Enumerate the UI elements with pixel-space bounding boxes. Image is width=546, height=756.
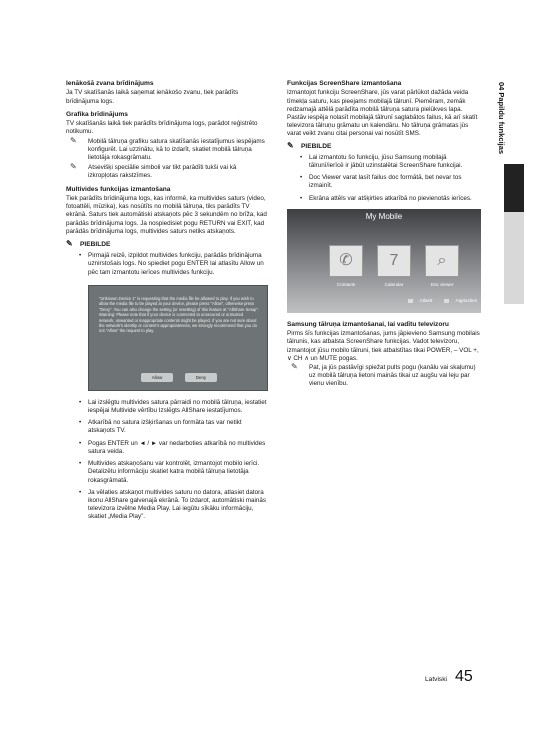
multimedia-note-list bbox=[66, 252, 268, 277]
control-heading: Samsung tālruņa izmantošanai, lai vadītu televizoru bbox=[287, 320, 449, 328]
multimedia-bullets bbox=[66, 399, 268, 522]
select-hint bbox=[403, 297, 433, 305]
doc-viewer-tile bbox=[425, 245, 459, 277]
dialog-deny-button: Deny bbox=[185, 373, 217, 382]
screenshare-note-head bbox=[287, 140, 482, 151]
phone-icon: ✆ bbox=[339, 251, 353, 269]
allow-dialog-screenshot bbox=[88, 285, 268, 391]
list-item: • Pogas ENTER un ◄ / ► var nedarboties atkarībā no multivides satura veida. bbox=[88, 440, 268, 456]
screenshare-text: Izmantojot funkciju ScreenShare, jūs varat pārlūkot dažāda veida tīmekļa saturu, kas pieejams mobilajā tālrunī. Piemēram, zemāk redzamajā attēlā parādīta mobilā tālruņa satura pielūkves lapa. Pastāv iespēja nolasīt mobilajā tālrunī saglabātos failus, kā arī skatīt televizora tālruņu grāmatu un kalendāru. No tālruņa grāmatas jūs varat veikt zvanu citai personai vai nosūtīt SMS. bbox=[287, 89, 478, 138]
note-pen-icon: ✎ bbox=[291, 362, 298, 372]
graphic-heading: Grafika brīdinājums bbox=[66, 110, 128, 118]
side-tab-bar bbox=[504, 212, 524, 304]
dialog-allow-button: Allow bbox=[141, 373, 173, 382]
list-item: • Doc Viewer varat lasīt failus doc formātā, bet nevar tos izmainīt. bbox=[309, 174, 482, 190]
dialog-text: "Unknown Device 1" is requesting that the media file be allowed to play. If you wish to allow the media file to be played at your device, please press "Allow", otherwise press "Deny". You can also change the setting (or resetting) of this feature at "AllShare Setup". Warning: Please note that if your device is connected to unsecured or untrusted network, unwanted or inappropriate contents might be played. If you are not sure about the network's identity or content's appropriateness, we strongly recommend that you do not "Allow" the request to play. bbox=[99, 295, 259, 334]
my-mobile-title: My Mobile bbox=[365, 211, 403, 221]
calendar-icon: 7 bbox=[389, 251, 399, 269]
right-column bbox=[287, 80, 482, 391]
list-item: • Lai izslēgtu multivides satura pārraidi no mobilā tālruņa, iestatiet iespējai Multivide vērtību Izslēgts AllShare iestatījumos. bbox=[88, 399, 268, 415]
note-head-label: PIEBILDE bbox=[301, 142, 332, 150]
footer-language: Latviski bbox=[425, 676, 447, 683]
multimedia-note-head bbox=[66, 241, 268, 249]
list-item: • Multivides atskaņošanu var kontrolēt, izmantojot mobilo ierīci. Detalizētu informāciju skatiet katra mobilā tālruņa lietotāja rokasgrāmatā. bbox=[88, 460, 268, 485]
magnifier-icon: ⌕ bbox=[437, 251, 447, 269]
list-item: • Atkarībā no satura izšķiršanas un formāta tas var netikt atskaņots TV. bbox=[88, 419, 268, 435]
note-head-label: PIEBILDE bbox=[80, 241, 111, 249]
multimedia-text: Tiek parādīts brīdinājuma logs, kas informē, ka multivides saturs (video, fotoattēli, mūzika), kas nosūtīts no mobilā tālruņa, tiks parādīts TV ekrānā. Saturs tiek automātiski atskaņots pēc 3 sekundēm no brīža, kad parādās brīdinājuma logs. Ja nospiedisiet pogu RETURN vai EXIT, kad parādās brīdinājuma logs, multivides saturs netiks atskaņots. bbox=[66, 195, 267, 235]
screenshare-heading: Funkcijas ScreenShare izmantošana bbox=[287, 80, 402, 87]
side-tab-label: 04 Papildu funkcijas bbox=[497, 82, 506, 155]
doorbell-heading: Ienākošā zvana brīdinājums bbox=[66, 80, 154, 87]
page-number: 45 bbox=[455, 668, 473, 685]
graphic-note-2 bbox=[66, 164, 268, 180]
calendar-label: Calendar bbox=[384, 281, 404, 287]
list-item: • Ja vēlaties atskaņot multivides saturu no datora, atlasiet datora ikonu AllShare galvenajā ekrānā. To izdarot, automātiski mainās televizora izvēlne Media Play. Lai iegūtu sīkāku informāciju, skatiet „Media Play”. bbox=[88, 489, 268, 522]
return-hint-label: Atgriezties bbox=[455, 297, 477, 303]
select-hint-label: Atlasīt bbox=[419, 297, 433, 303]
graphic-note-2-text: Atsevišķi speciālie simboli var tikt parādīti tukši vai kā izkropļotas rakstzīmes. bbox=[88, 164, 237, 180]
calendar-tile bbox=[377, 245, 411, 277]
note-pen-icon: ✎ bbox=[70, 135, 77, 145]
return-icon bbox=[444, 299, 449, 303]
list-item: • Pirmajā reizē, izpildot multivides funkciju, parādās brīdinājuma uznirstošais logs. No spiediet pogu ENTER lai atlasītu Allow un pēc tam izmantotu ierīces multivides funkciju. bbox=[88, 252, 268, 277]
my-mobile-screenshot bbox=[287, 209, 481, 313]
contacts-label: Contacts bbox=[336, 281, 356, 287]
multimedia-heading: Multivides funkcijas izmantošana bbox=[66, 185, 171, 193]
doorbell-text: Ja TV skatīšanās laikā saņemat ienākošo zvanu, tiek parādīts brīdinājuma logs. bbox=[66, 89, 239, 105]
graphic-note-1-text: Mobilā tālruņa grafiku satura skatīšanās iestatījumus iespējams konfigurēt. Lai uzzinātu, kā to izdarīt, skatiet mobilā tālruņa lietotāja rokasgrāmatu. bbox=[88, 137, 265, 162]
left-column bbox=[66, 80, 268, 526]
control-text: Pirms šīs funkcijas izmantošanas, jums jāpievieno Samsung mobilais tālrunis, kas atbalsta ScreenShare funkcijas. Vadot televizoru, izmantojot jūsu mobilo tālruni, tiek atbalstītas tikai POWER, – VOL +, ∨ CH ∧ un MUTE pogas. bbox=[287, 330, 480, 362]
contacts-tile bbox=[329, 245, 363, 277]
note-pen-icon: ✎ bbox=[70, 162, 77, 172]
control-note-text: Pat, ja jūs pastāvīgi spiežat pults pogu (kanālu vai skaļumu) uz mobilā tālruņa lietoni mainās tikai uz augšu vai leju par vienu vienību. bbox=[309, 364, 476, 388]
screenshare-notes bbox=[287, 154, 482, 203]
list-item: • Ekrāna attēls var atšķirties atkarībā no pievienotās ierīces. bbox=[309, 195, 482, 203]
side-tab-marker bbox=[504, 164, 524, 212]
note-pen-icon: ✎ bbox=[66, 239, 73, 249]
graphic-note-1 bbox=[66, 135, 268, 163]
list-item: • Lai izmantotu šo funkciju, jūsu Samsung mobilajā tālrunī/ierīcē ir jābūt uzinstalētai ScreenShare funkcijai. bbox=[309, 154, 482, 170]
control-note bbox=[287, 364, 482, 389]
note-pen-icon: ✎ bbox=[287, 140, 294, 150]
return-hint bbox=[439, 297, 477, 305]
enter-icon bbox=[408, 299, 413, 303]
graphic-text: TV skatīšanās laikā tiek parādīts brīdinājuma logs, parādot reģistrēto notikumu. bbox=[66, 120, 258, 136]
doc-viewer-label: Doc viewer bbox=[430, 281, 454, 287]
my-mobile-hint-bar bbox=[398, 297, 478, 305]
